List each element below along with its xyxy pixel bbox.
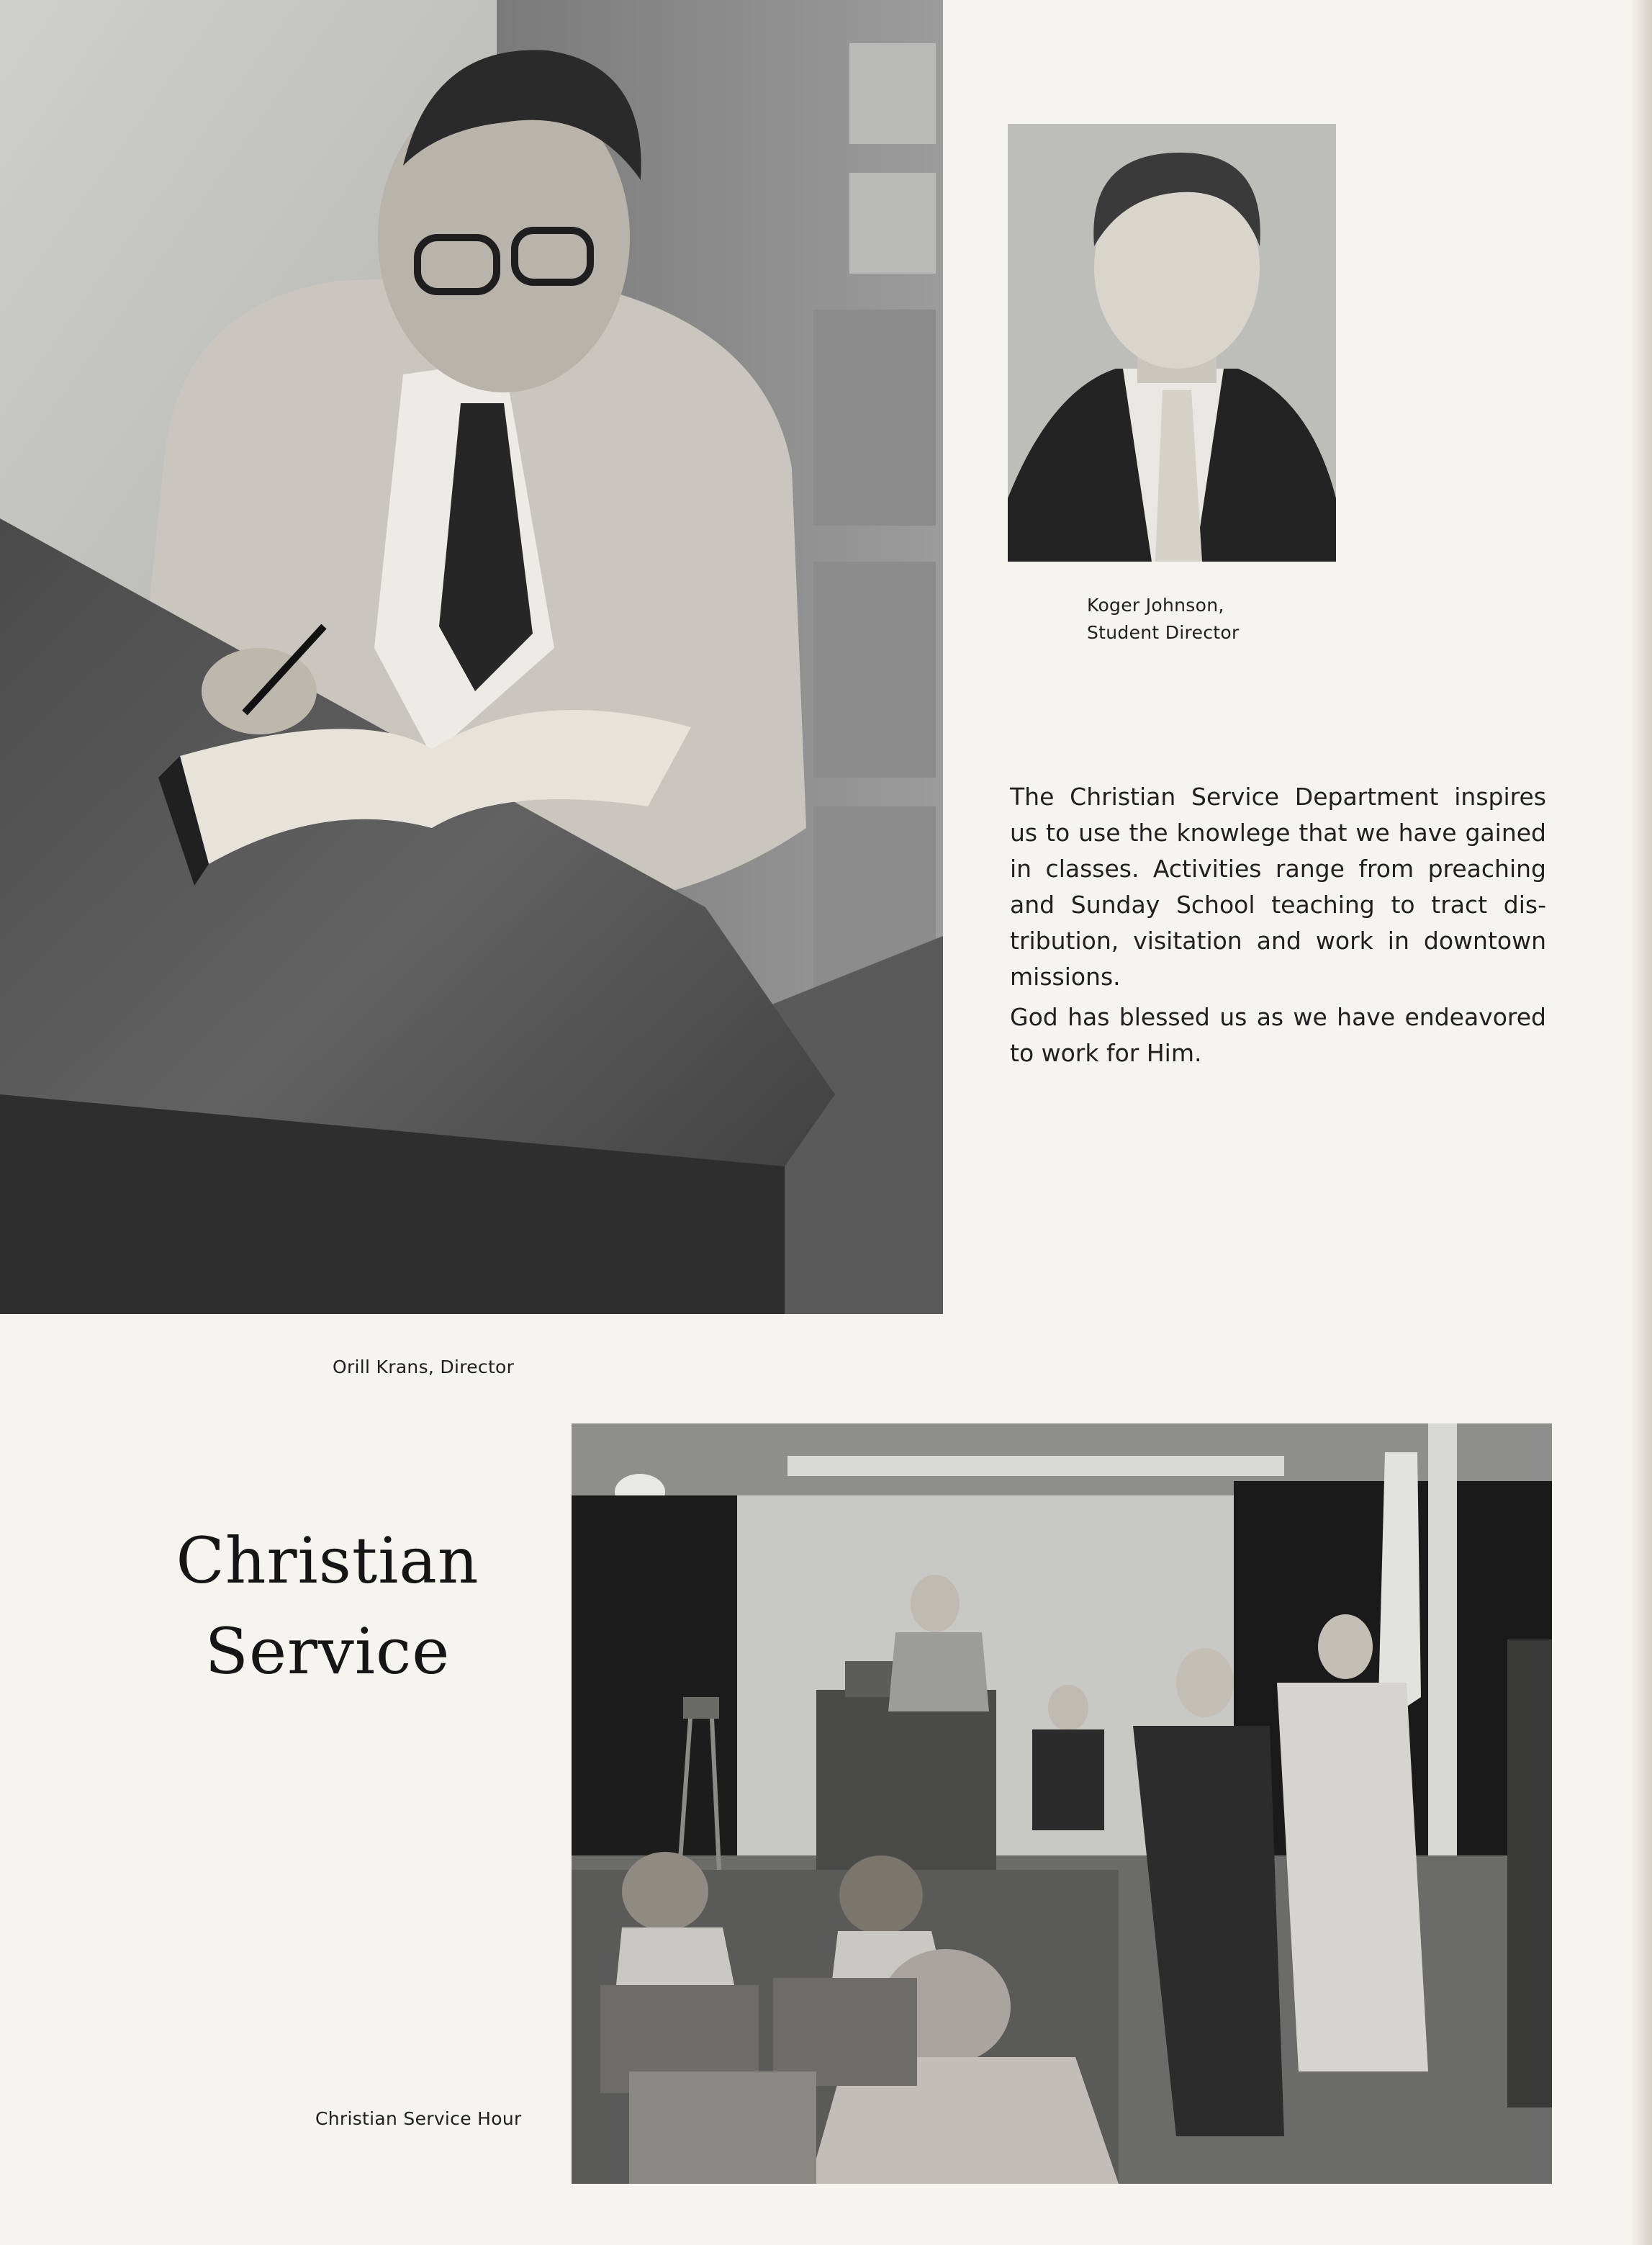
director-photo bbox=[0, 0, 943, 1314]
student-director-photo bbox=[1008, 124, 1336, 562]
title-line-1: Christian bbox=[176, 1524, 479, 1598]
title-line-2: Service bbox=[204, 1614, 451, 1688]
department-description bbox=[1010, 779, 1546, 1076]
description-paragraph-2: God has blessed us as we have endeavored to work for Him. bbox=[1010, 1003, 1546, 1067]
description-paragraph-1: The Christian Service Department inspires us to use the knowlege that we have gained in classes. Activities range from preaching and Sunday School teaching to tract dis-tribution, visitation and work in downtown missions. bbox=[1010, 783, 1546, 991]
service-hour-photo bbox=[572, 1423, 1552, 2184]
service-hour-caption: Christian Service Hour bbox=[315, 2108, 522, 2129]
page-title bbox=[166, 1516, 489, 1697]
student-director-name: Koger Johnson, bbox=[1087, 595, 1224, 616]
page-edge-shadow bbox=[1630, 0, 1652, 2245]
director-caption: Orill Krans, Director bbox=[333, 1357, 515, 1377]
student-director-caption bbox=[1087, 592, 1240, 647]
student-director-role: Student Director bbox=[1087, 622, 1240, 643]
